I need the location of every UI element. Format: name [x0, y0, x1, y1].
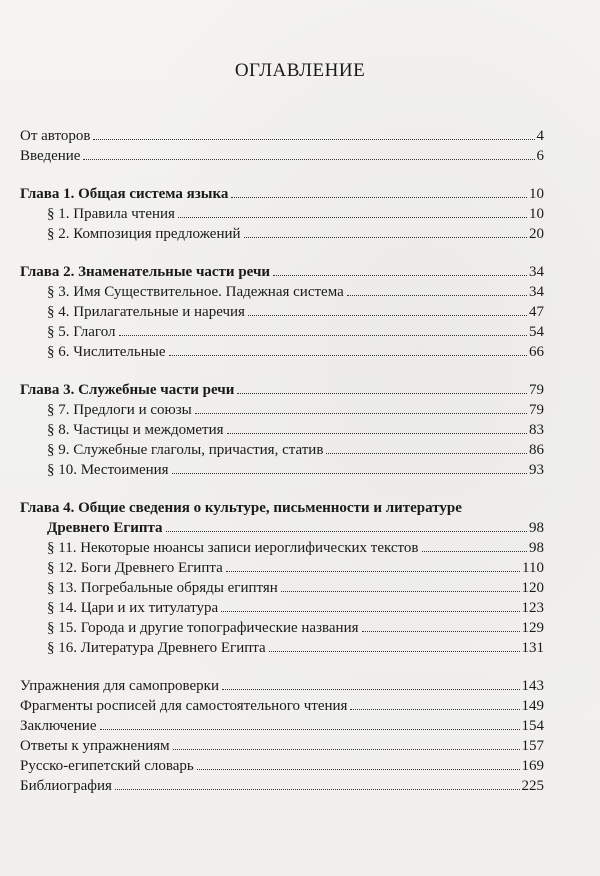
toc-section: [20, 538, 544, 558]
dot-leader: [350, 709, 519, 710]
toc-section: [20, 302, 544, 322]
toc-entry-label: Упражнения для самопроверки: [20, 678, 219, 694]
page-title: ОГЛАВЛЕНИЕ: [234, 60, 366, 81]
spacer: [20, 362, 544, 380]
toc-entry: [20, 716, 544, 736]
section-label: § 16. Литература Древнего Египта: [47, 640, 266, 656]
section-page: 83: [529, 422, 544, 438]
section-page: 20: [529, 226, 544, 242]
section-label: § 9. Служебные глаголы, причастия, статив: [47, 442, 324, 458]
toc-entry-page: 225: [521, 778, 544, 794]
toc-entry-label: Библиография: [20, 778, 112, 794]
dot-leader: [172, 473, 527, 474]
toc-entry: [20, 146, 544, 166]
section-label: § 4. Прилагательные и наречия: [47, 304, 245, 320]
toc-entry-page: 154: [521, 718, 544, 734]
section-page: 98: [529, 540, 544, 556]
dot-leader: [222, 689, 520, 690]
dot-leader: [248, 315, 527, 316]
toc-entry-label: Фрагменты росписей для самостоятельного чтения: [20, 698, 348, 714]
chapter-heading: [20, 380, 544, 400]
chapter-heading: [20, 262, 544, 282]
section-label: § 12. Боги Древнего Египта: [47, 560, 223, 576]
chapter-title-line: Глава 4. Общие сведения о культуре, письменности и литературе: [20, 500, 462, 516]
dot-leader: [197, 769, 520, 770]
section-label: § 3. Имя Существительное. Падежная система: [47, 284, 344, 300]
section-page: 131: [521, 640, 544, 656]
toc-entry: [20, 126, 544, 146]
section-page: 110: [522, 560, 544, 576]
dot-leader: [83, 159, 534, 160]
section-page: 123: [521, 600, 544, 616]
toc-entry-page: 4: [536, 128, 544, 144]
toc-entry-label: Введение: [20, 148, 81, 164]
toc-section: [20, 578, 544, 598]
dot-leader: [173, 749, 520, 750]
toc-entry-label: Русско-египетский словарь: [20, 758, 194, 774]
section-label: § 15. Города и другие топографические названия: [47, 620, 359, 636]
toc-section: [20, 598, 544, 618]
section-page: 10: [529, 206, 544, 222]
spacer: [20, 166, 544, 184]
toc-section: [20, 282, 544, 302]
toc-entry-label: Заключение: [20, 718, 97, 734]
section-page: 34: [529, 284, 544, 300]
dot-leader: [166, 531, 527, 532]
dot-leader: [231, 197, 527, 198]
toc-section: [20, 638, 544, 658]
toc-entry-page: 157: [521, 738, 544, 754]
dot-leader: [169, 355, 528, 356]
section-label: § 6. Числительные: [47, 344, 166, 360]
chapter-page: 34: [529, 264, 544, 280]
toc-entry-page: 169: [521, 758, 544, 774]
section-page: 47: [529, 304, 544, 320]
toc-section: [20, 420, 544, 440]
dot-leader: [273, 275, 527, 276]
dot-leader: [347, 295, 527, 296]
toc-entry-label: От авторов: [20, 128, 91, 144]
chapter-title: Древнего Египта: [47, 520, 163, 536]
dot-leader: [178, 217, 527, 218]
dot-leader: [362, 631, 520, 632]
dot-leader: [269, 651, 520, 652]
dot-leader: [281, 591, 520, 592]
toc-entry-page: 149: [521, 698, 544, 714]
section-label: § 11. Некоторые нюансы записи иероглифических текстов: [47, 540, 419, 556]
dot-leader: [221, 611, 519, 612]
chapter-page: 98: [529, 520, 544, 536]
toc-entry-label: Ответы к упражнениям: [20, 738, 170, 754]
toc-section: [20, 322, 544, 342]
dot-leader: [93, 139, 534, 140]
toc-entry-page: 6: [536, 148, 544, 164]
toc-entry: [20, 756, 544, 776]
section-label: § 13. Погребальные обряды египтян: [47, 580, 278, 596]
chapter-title: Глава 2. Знаменательные части речи: [20, 264, 271, 280]
toc-section: [20, 204, 544, 224]
toc-entry: [20, 676, 544, 696]
section-label: § 2. Композиция предложений: [47, 226, 241, 242]
section-label: § 8. Частицы и междометия: [47, 422, 224, 438]
section-page: 129: [521, 620, 544, 636]
dot-leader: [119, 335, 527, 336]
dot-leader: [195, 413, 527, 414]
section-label: § 7. Предлоги и союзы: [47, 402, 192, 418]
section-label: § 10. Местоимения: [47, 462, 169, 478]
chapter-heading: [20, 184, 544, 204]
section-page: 54: [529, 324, 544, 340]
section-page: 86: [529, 442, 544, 458]
toc-section: [20, 342, 544, 362]
section-label: § 5. Глагол: [47, 324, 116, 340]
chapter-page: 79: [529, 382, 544, 398]
section-page: 120: [521, 580, 544, 596]
table-of-contents: [20, 126, 544, 796]
toc-section: [20, 558, 544, 578]
toc-section: [20, 224, 544, 244]
chapter-title: Глава 1. Общая система языка: [20, 186, 229, 202]
section-page: 93: [529, 462, 544, 478]
toc-section: [20, 400, 544, 420]
toc-entry: [20, 776, 544, 796]
toc-entry-page: 143: [521, 678, 544, 694]
dot-leader: [326, 453, 527, 454]
section-label: § 1. Правила чтения: [47, 206, 175, 222]
dot-leader: [226, 571, 520, 572]
spacer: [20, 658, 544, 676]
dot-leader: [244, 237, 527, 238]
dot-leader: [115, 789, 520, 790]
section-page: 79: [529, 402, 544, 418]
chapter-page: 10: [529, 186, 544, 202]
spacer: [20, 480, 544, 498]
toc-entry: [20, 736, 544, 756]
dot-leader: [422, 551, 528, 552]
dot-leader: [100, 729, 520, 730]
chapter-heading: [20, 518, 544, 538]
dot-leader: [237, 393, 527, 394]
dot-leader: [227, 433, 527, 434]
spacer: [20, 244, 544, 262]
section-label: § 14. Цари и их титулатура: [47, 600, 219, 616]
toc-entry: [20, 696, 544, 716]
toc-section: [20, 440, 544, 460]
toc-section: [20, 460, 544, 480]
chapter-title: Глава 3. Служебные части речи: [20, 382, 235, 398]
section-page: 66: [529, 344, 544, 360]
toc-section: [20, 618, 544, 638]
